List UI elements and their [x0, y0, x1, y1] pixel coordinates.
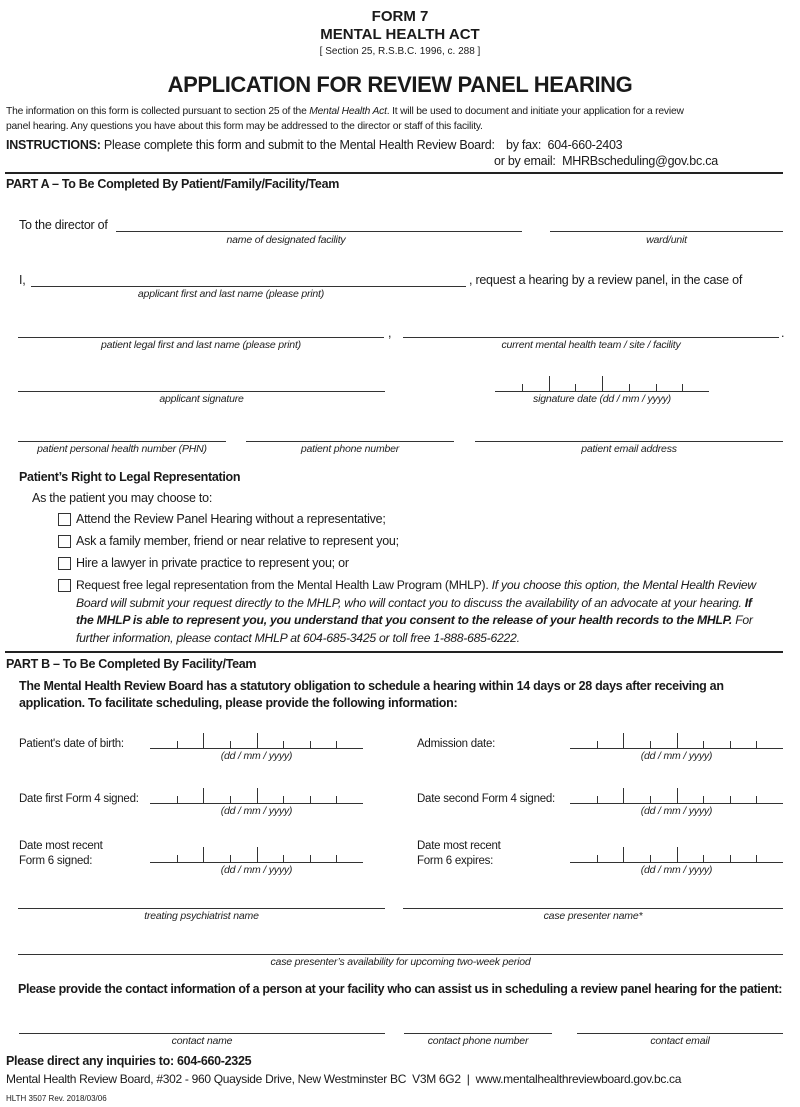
part-a-title: PART A – To Be Completed By Patient/Family/Facility/Team	[6, 177, 340, 191]
intro-paragraph	[6, 104, 796, 134]
request-text: , request a hearing by a review panel, in the case of	[469, 273, 743, 287]
intro-text: The information on this form is collected pursuant to section 25 of the	[6, 106, 310, 117]
recent-form6-signed-label	[19, 839, 103, 869]
intro-text: . It will be used to document and initiate your application for a review	[386, 106, 684, 117]
inquiries: Please direct any inquiries to: 604-660-2325	[6, 1054, 252, 1068]
option-label-3: Hire a lawyer in private practice to represent you; or	[76, 556, 349, 570]
divider	[5, 172, 783, 174]
option-checkbox-3[interactable]	[58, 557, 71, 570]
contact-name-caption: contact name	[171, 1035, 233, 1047]
contact-email-field[interactable]	[577, 1033, 783, 1034]
recent-form6-expires-label	[417, 839, 501, 869]
fax-number: 604-660-2403	[547, 138, 623, 152]
period: .	[781, 326, 785, 340]
instructions	[6, 138, 495, 152]
part-b-title: PART B – To Be Completed By Facility/Team	[6, 657, 257, 671]
citation: [ Section 25, R.S.B.C. 1996, c. 288 ]	[319, 46, 481, 57]
email-address[interactable]: MHRBscheduling@gov.bc.ca	[562, 154, 718, 168]
dob-label: Patient's date of birth:	[19, 738, 124, 750]
rights-intro: As the patient you may choose to:	[32, 491, 213, 505]
phn-field[interactable]	[18, 441, 226, 442]
patient-name-caption: patient legal first and last name (please print)	[101, 339, 301, 351]
label-line: Form 6 expires:	[417, 855, 494, 867]
mental-health-team-field[interactable]	[403, 337, 779, 338]
facility-name-field[interactable]	[116, 231, 522, 232]
team-caption: current mental health team / site / facility	[501, 339, 681, 351]
patient-email-field[interactable]	[475, 441, 783, 442]
label-line: Date most recent	[417, 840, 501, 852]
date-caption: (dd / mm / yyyy)	[640, 750, 713, 762]
signature-caption: applicant signature	[159, 393, 244, 405]
option-label-4	[76, 577, 766, 647]
obligation-text: The Mental Health Review Board has a statutory obligation to schedule a hearing within 14 days or 28 days after receiving an application. To facilitate scheduling, please provide the following information:	[19, 679, 724, 710]
email-label: or by email:	[494, 154, 556, 168]
second-form4-date-field[interactable]	[570, 782, 783, 804]
patient-phone-caption: patient phone number	[300, 443, 400, 455]
first-form4-label: Date first Form 4 signed:	[19, 793, 139, 805]
option-checkbox-2[interactable]	[58, 535, 71, 548]
availability-field[interactable]	[18, 954, 783, 955]
contact-email-caption: contact email	[650, 1035, 710, 1047]
email-line	[494, 154, 718, 168]
divider	[5, 651, 783, 653]
recent-form6-expires-date-field[interactable]	[570, 841, 783, 863]
label-line: Form 6 signed:	[19, 855, 93, 867]
first-form4-date-field[interactable]	[150, 782, 363, 804]
intro-act-name: Mental Health Act	[309, 106, 387, 117]
contact-phone-field[interactable]	[404, 1033, 552, 1034]
form-number: FORM 7	[371, 8, 429, 25]
psychiatrist-caption: treating psychiatrist name	[144, 910, 259, 922]
recent-form6-signed-date-field[interactable]	[150, 841, 363, 863]
applicant-name-field[interactable]	[31, 286, 466, 287]
date-caption: (dd / mm / yyyy)	[220, 805, 293, 817]
ward-unit-field[interactable]	[550, 231, 783, 232]
presenter-caption: case presenter name*	[543, 910, 643, 922]
second-form4-label: Date second Form 4 signed:	[417, 793, 555, 805]
fax-label: by fax:	[506, 138, 542, 152]
patient-name-field[interactable]	[18, 337, 384, 338]
applicant-signature-field[interactable]	[18, 391, 385, 392]
rights-title: Patient’s Right to Legal Representation	[19, 470, 241, 484]
option-checkbox-1[interactable]	[58, 513, 71, 526]
admission-date-label: Admission date:	[417, 738, 496, 750]
option-label-2: Ask a family member, friend or near relative to represent you;	[76, 534, 399, 548]
patient-phone-field[interactable]	[246, 441, 454, 442]
date-caption: (dd / mm / yyyy)	[220, 750, 293, 762]
date-caption: (dd / mm / yyyy)	[640, 864, 713, 876]
contact-request: Please provide the contact information of a person at your facility who can assist us in scheduling a review panel hearing for the patient:	[17, 982, 783, 996]
mhlp-italic-text: If you choose this option, the Mental Health Review Board will submit your request directly to the MHLP, who will contact you to discuss the availability of an advocate at your hearing.	[76, 578, 756, 610]
applicant-name-caption: applicant first and last name (please print)	[137, 288, 325, 300]
admission-date-field[interactable]	[570, 727, 783, 749]
fax-line	[506, 138, 622, 152]
instructions-text: Please complete this form and submit to the Mental Health Review Board:	[103, 138, 495, 152]
dob-field[interactable]	[150, 727, 363, 749]
to-director-label: To the director of	[19, 218, 108, 232]
mhlp-contact-text: For further information, please contact MHLP at 604-685-3425 or toll free 1-888-685-6222.	[76, 613, 753, 645]
intro-text: panel hearing. Any questions you have about this form may be addressed to the director or staff of this facility.	[6, 121, 483, 132]
act-name: MENTAL HEALTH ACT	[320, 26, 480, 43]
facility-caption: name of designated facility	[226, 234, 346, 246]
mhlp-consent-text: If the MHLP is able to represent you, you understand that you consent to the release of your health records to the MHLP.	[76, 595, 752, 627]
page-title: APPLICATION FOR REVIEW PANEL HEARING	[167, 72, 633, 97]
patient-email-caption: patient email address	[581, 443, 677, 455]
date-caption: (dd / mm / yyyy)	[640, 805, 713, 817]
phn-caption: patient personal health number (PHN)	[37, 443, 207, 455]
date-caption: (dd / mm / yyyy)	[220, 864, 293, 876]
psychiatrist-name-field[interactable]	[18, 908, 385, 909]
availability-caption: case presenter’s availability for upcoming two-week period	[270, 956, 531, 968]
mhlp-text: Request free legal representation from the Mental Health Law Program (MHLP).	[76, 578, 489, 592]
label-line: Date most recent	[19, 840, 103, 852]
board-address: Mental Health Review Board, #302 - 960 Quayside Drive, New Westminster BC V3M 6G2 | www.mentalhealthreviewboard.gov.bc.ca	[6, 1072, 682, 1086]
instructions-label: INSTRUCTIONS:	[6, 138, 101, 152]
signature-date-field[interactable]	[495, 370, 709, 392]
form-code: HLTH 3507 Rev. 2018/03/06	[6, 1094, 107, 1103]
case-presenter-field[interactable]	[403, 908, 783, 909]
signature-date-caption: signature date (dd / mm / yyyy)	[533, 393, 671, 405]
contact-phone-caption: contact phone number	[427, 1035, 529, 1047]
ward-caption: ward/unit	[646, 234, 687, 246]
comma: ,	[388, 326, 392, 340]
option-label-1: Attend the Review Panel Hearing without a representative;	[76, 512, 386, 526]
contact-name-field[interactable]	[19, 1033, 385, 1034]
option-checkbox-4[interactable]	[58, 579, 71, 592]
i-label: I,	[19, 273, 26, 287]
